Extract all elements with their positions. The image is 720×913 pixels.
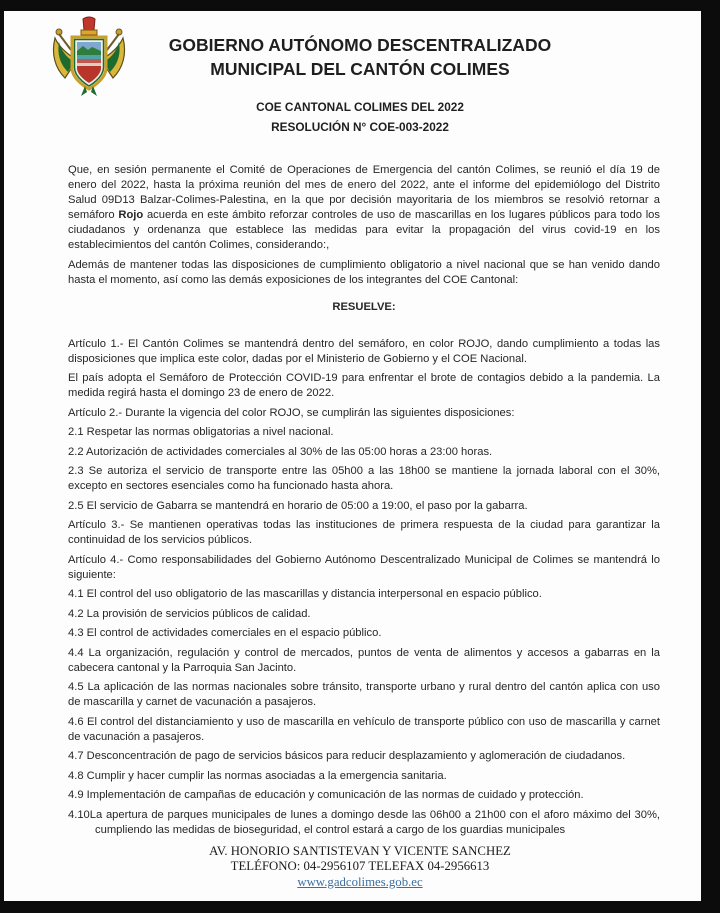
clause-4-5: 4.5 La aplicación de las normas nacionales sobre tránsito, transporte urbano y rural dentro del cantón aplica con uso de mascarilla y carnet de vacunación a pasajeros. <box>68 681 660 708</box>
resuelve-heading: RESUELVE: <box>332 300 396 313</box>
resolution-number-line: RESOLUCIÓN N° COE-003-2022 <box>271 119 449 134</box>
paragraph-semaforo-proteccion: El país adopta el Semáforo de Protección COVID-19 para enfrentar el brote de contagios debido a la pandemia. La medida regirá hasta el domingo 23 de enero de 2022. <box>68 372 660 399</box>
article-3: Artículo 3.- Se mantienen operativas todas las instituciones de primera respuesta de la ciudad para garantizar la continuidad de los servicios públicos. <box>68 519 660 546</box>
clause-4-7: 4.7 Desconcentración de pago de servicios básicos para reducir desplazamiento y aglomeración de ciudadanos. <box>68 750 626 762</box>
clause-4-6: 4.6 El control del distanciamiento y uso de mascarilla en vehículo de transporte público con uso de mascarilla y carnet de vacunación a pasajeros. <box>68 715 660 743</box>
footer-phone: TELÉFONO: 04-2956107 TELEFAX 04-2956613 <box>230 859 490 873</box>
clause-2-3: 2.3 Se autoriza el servicio de transporte entre las 05h00 a las 18h00 se mantiene la jornada laboral con el 30%, excepto en sectores esenciales como ha funcionado hasta ahora. <box>68 465 660 492</box>
clause-2-1: 2.1 Respetar las normas obligatorias a nivel nacional. <box>68 426 334 438</box>
article-4: Artículo 4.- Como responsabilidades del Gobierno Autónomo Descentralizado Municipal de Colimes se mantendrá lo siguiente: <box>68 553 660 581</box>
clause-2-2: 2.2 Autorización de actividades comerciales al 30% de las 05:00 horas a 23:00 horas. <box>68 445 493 458</box>
coe-session-line: COE CANTONAL COLIMES DEL 2022 <box>256 100 464 114</box>
scan-edge-bottom <box>0 901 720 913</box>
scan-edge-left <box>0 0 4 913</box>
document-subtitle <box>0 98 720 137</box>
paragraph-considerando <box>68 163 660 253</box>
coat-of-arms-graphic <box>47 16 131 102</box>
scan-edge-right <box>701 0 720 913</box>
footer-website-row <box>0 875 720 891</box>
paragraph-considerando-start: Que, en sesión permanente el Comité de Operaciones de Emergencia del cantón Colimes, se reunió el día 19 de enero del 2022, hasta la próxima reunión del mes de enero del 2022, ante el informe del epidemiólogo del Distrito Salud 09D13 Balzar-Colimes-Palestina, en la que por decisión mayoritaria de los miembros se resolvió retornar a semáforo <box>68 164 660 221</box>
clause-4-9: 4.9 Implementación de campañas de educación y comunicación de las normas de cuidado y protección. <box>68 789 584 801</box>
website-link[interactable]: www.gadcolimes.gob.ec <box>297 874 423 889</box>
clause-4-10: 4.10La apertura de parques municipales de lunes a domingo desde las 06h00 a 21h00 con el aforo máximo del 30%, cumpliendo las medidas de bioseguridad, el control estará a cargo de los guardias municipales <box>68 808 660 836</box>
paragraph-ademas: Además de mantener todas las disposiciones de cumplimiento obligatorio a nivel nacional que se han venido dando hasta el momento, así como las demás exposiciones de los integrantes del COE Cantonal: <box>68 258 660 286</box>
entity-title-line1: GOBIERNO AUTÓNOMO DESCENTRALIZADO <box>168 35 552 55</box>
clause-4-8: 4.8 Cumplir y hacer cumplir las normas asociadas a la emergencia sanitaria. <box>68 769 447 782</box>
clause-4-2: 4.2 La provisión de servicios públicos de calidad. <box>68 607 311 620</box>
clause-2-5: 2.5 El servicio de Gabarra se mantendrá en horario de 05:00 a 19:00, el paso por la gabarra. <box>68 499 528 512</box>
entity-title-line2: MUNICIPAL DEL CANTÓN COLIMES <box>210 59 510 79</box>
article-1: Artículo 1.- El Cantón Colimes se mantendrá dentro del semáforo, en color ROJO, dando cumplimiento a todas las disposiciones que implica este color, dadas por el Ministerio de Gobierno y el COE Nacional. <box>68 337 660 365</box>
semaforo-rojo-bold: Rojo <box>118 209 144 221</box>
clause-4-4: 4.4 La organización, regulación y control de mercados, puntos de venta de alimentos y accesos a gabarras en la cabecera cantonal y la Parroquia San Jacinto. <box>68 646 660 674</box>
document-footer <box>0 844 720 891</box>
scan-edge-top <box>0 0 720 11</box>
article-2: Artículo 2.- Durante la vigencia del color ROJO, se cumplirán las siguientes disposiciones: <box>68 406 515 419</box>
resolution-body <box>68 163 660 838</box>
municipal-coat-of-arms-icon <box>47 16 131 102</box>
paragraph-considerando-end: acuerda en este ámbito reforzar controles de uso de mascarillas en los lugares públicos para todo los ciudadanos y ordenanza que establece las medidas para evitar la propagación del virus covid-19 en los establecimientos del cantón Colimes, considerando:, <box>68 209 661 251</box>
clause-4-1: 4.1 El control del uso obligatorio de las mascarillas y distancia interpersonal en espacio público. <box>68 588 542 600</box>
clause-4-3: 4.3 El control de actividades comerciales en el espacio público. <box>68 627 382 639</box>
footer-address: AV. HONORIO SANTISTEVAN Y VICENTE SANCHEZ <box>209 843 511 858</box>
